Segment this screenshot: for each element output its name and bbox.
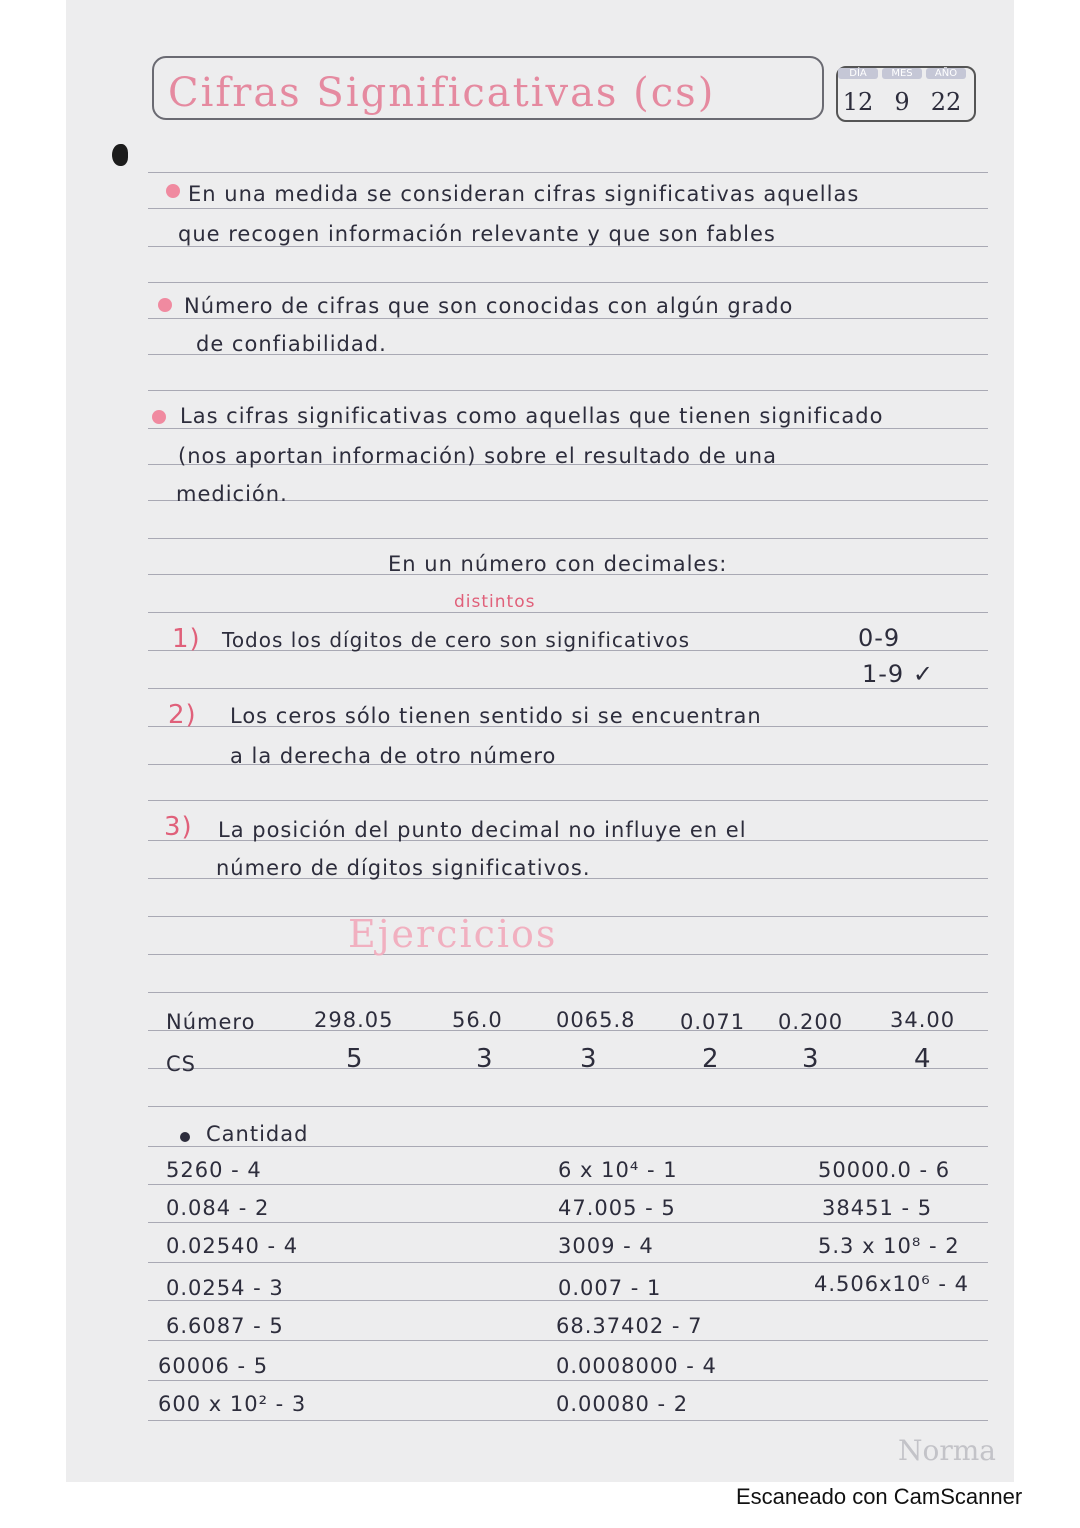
date-day-label: DÍA <box>838 68 878 79</box>
cantidad-item: 60006 - 5 <box>158 1354 269 1378</box>
exercise-number: 0065.8 <box>556 1008 636 1032</box>
date-month: 9 <box>894 88 910 116</box>
cantidad-item: 68.37402 - 7 <box>556 1314 703 1338</box>
exercise-number: 34.00 <box>890 1008 956 1032</box>
exercises-heading: Ejercicios <box>348 912 558 956</box>
cantidad-item: 0.084 - 2 <box>166 1196 270 1220</box>
definition-1-line-1: En una medida se consideran cifras significativas aquellas <box>188 182 860 206</box>
ruled-line <box>148 954 988 955</box>
rule-1-text: Todos los dígitos de cero son significativos <box>222 628 691 652</box>
cantidad-item: 0.0254 - 3 <box>166 1276 284 1300</box>
ruled-line <box>148 688 988 689</box>
rules-heading: En un número con decimales: <box>388 552 728 576</box>
cantidad-item: 0.00080 - 2 <box>556 1392 689 1416</box>
cantidad-item: 600 x 10² - 3 <box>158 1392 307 1416</box>
ruled-line <box>148 1300 988 1301</box>
exercise-cs: 4 <box>914 1044 932 1074</box>
exercise-cs: 3 <box>476 1044 494 1074</box>
notebook-page <box>66 0 1014 1482</box>
ruled-line <box>148 1262 988 1263</box>
ruled-line <box>148 800 988 801</box>
definition-2-line-2: de confiabilidad. <box>196 332 387 356</box>
cantidad-item: 0.02540 - 4 <box>166 1234 299 1258</box>
ruled-line <box>148 318 988 319</box>
cantidad-label: Cantidad <box>206 1122 309 1146</box>
ruled-line <box>148 390 988 391</box>
cantidad-item: 4.506x10⁶ - 4 <box>814 1272 969 1296</box>
date-month-label: MES <box>882 68 922 79</box>
cs-row-label: CS <box>166 1052 196 1076</box>
cantidad-item: 6.6087 - 5 <box>166 1314 284 1338</box>
definition-3-line-2: (nos aportan información) sobre el resultado de una <box>178 444 777 468</box>
exercise-cs: 5 <box>346 1044 364 1074</box>
cantidad-item: 5260 - 4 <box>166 1158 262 1182</box>
date-year-label: AÑO <box>926 68 966 79</box>
ruled-line <box>148 612 988 613</box>
exercise-number: 56.0 <box>452 1008 503 1032</box>
rule-1-number: 1) <box>172 624 201 654</box>
numero-row-label: Número <box>166 1010 256 1034</box>
rule-3-number: 3) <box>164 812 193 842</box>
ruled-line <box>148 1380 988 1381</box>
definition-1-line-2: que recogen información relevante y que son fables <box>178 222 776 246</box>
ruled-line <box>148 428 988 429</box>
ruled-line <box>148 1222 988 1223</box>
exercise-cs: 3 <box>580 1044 598 1074</box>
definition-3-line-3: medición. <box>176 482 288 506</box>
date-year: 22 <box>930 88 962 116</box>
date-day: 12 <box>842 88 874 116</box>
ruled-line <box>148 246 988 247</box>
cantidad-item: 0.0008000 - 4 <box>556 1354 717 1378</box>
ruled-line <box>148 1340 988 1341</box>
exercise-number: 0.071 <box>680 1010 746 1034</box>
definition-3-line-1: Las cifras significativas como aquellas que tienen significado <box>180 404 884 428</box>
rule-1-note-1: 0-9 <box>858 624 901 652</box>
page-title: Cifras Significativas (cs) <box>168 70 716 116</box>
cantidad-item: 38451 - 5 <box>822 1196 933 1220</box>
rule-1-note-2: 1-9 ✓ <box>862 660 934 688</box>
exercise-number: 298.05 <box>314 1008 394 1032</box>
ruled-line <box>148 538 988 539</box>
definition-2-line-1: Número de cifras que son conocidas con algún grado <box>184 294 794 318</box>
exercise-number: 0.200 <box>778 1010 844 1034</box>
ruled-line <box>148 992 988 993</box>
ruled-line <box>148 282 988 283</box>
rule-2-line-1: Los ceros sólo tienen sentido si se encuentran <box>230 704 762 728</box>
cantidad-item: 6 x 10⁴ - 1 <box>558 1158 678 1182</box>
exercise-cs: 2 <box>702 1044 720 1074</box>
ruled-line <box>148 916 988 917</box>
bullet-dot <box>152 410 166 424</box>
ruled-line <box>148 1068 988 1069</box>
rule-3-line-2: número de dígitos significativos. <box>216 856 591 880</box>
binder-hole <box>112 144 128 166</box>
bullet-dot <box>180 1132 190 1142</box>
ruled-line <box>148 208 988 209</box>
cantidad-item: 47.005 - 5 <box>558 1196 676 1220</box>
ruled-line <box>148 1420 988 1421</box>
ruled-line <box>148 1146 988 1147</box>
exercise-cs: 3 <box>802 1044 820 1074</box>
rule-2-number: 2) <box>168 700 197 730</box>
rule-2-line-2: a la derecha de otro número <box>230 744 557 768</box>
bullet-dot <box>158 298 172 312</box>
brand-logo: Norma <box>898 1434 996 1467</box>
ruled-line <box>148 1184 988 1185</box>
cantidad-item: 50000.0 - 6 <box>818 1158 951 1182</box>
bullet-dot <box>166 184 180 198</box>
ruled-line <box>148 1106 988 1107</box>
scanner-footer: Escaneado con CamScanner <box>736 1484 1023 1509</box>
ruled-line <box>148 172 988 173</box>
rule-3-line-1: La posición del punto decimal no influye en el <box>218 818 747 842</box>
cantidad-item: 3009 - 4 <box>558 1234 654 1258</box>
rules-insert-word: distintos <box>454 592 536 612</box>
cantidad-item: 5.3 x 10⁸ - 2 <box>818 1234 960 1258</box>
cantidad-item: 0.007 - 1 <box>558 1276 662 1300</box>
